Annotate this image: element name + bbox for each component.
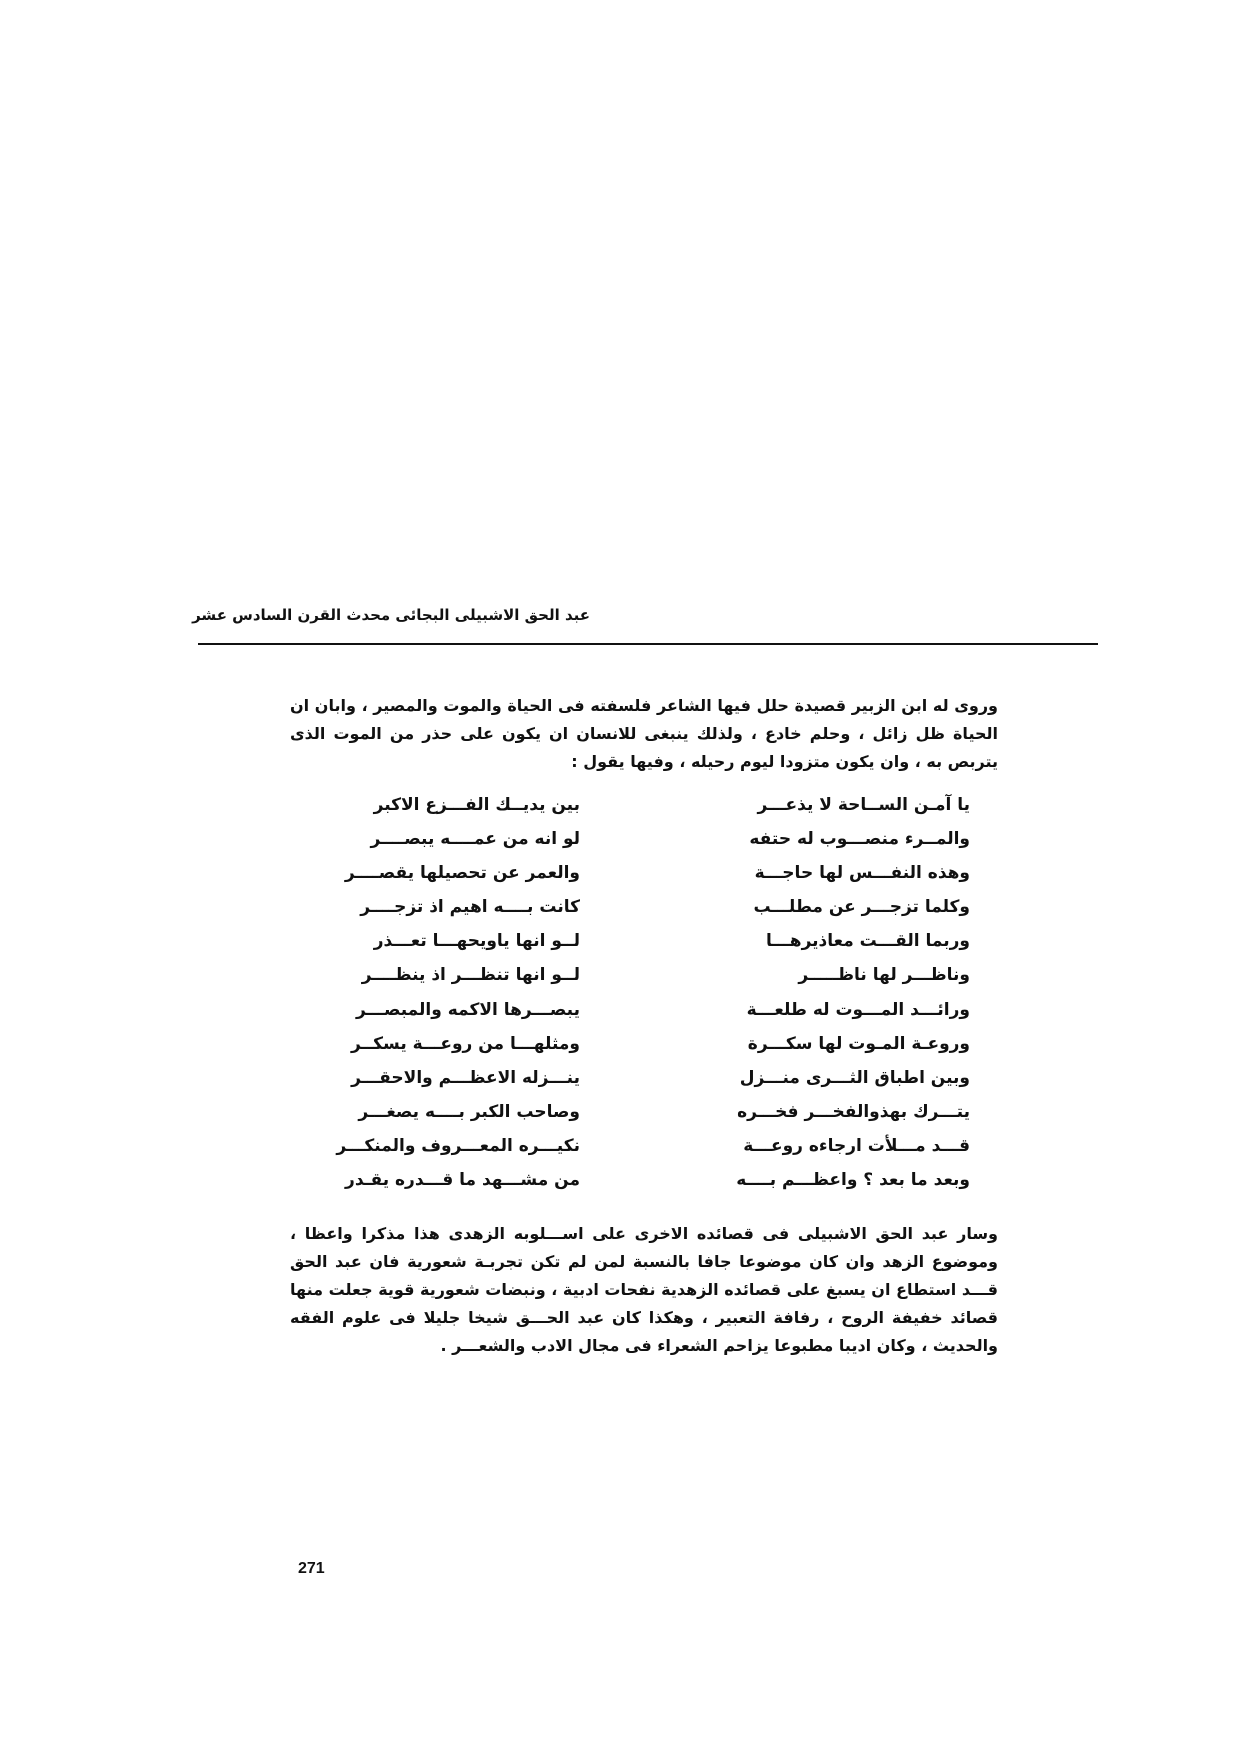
verse-first-hemistich: وروعـة المـوت لها سكـــرة bbox=[747, 1033, 970, 1054]
verse-second-hemistich: والعمر عن تحصيلها يقصــــر bbox=[344, 863, 580, 884]
verse-first-hemistich: يتـــرك بهذوالفخـــر فخـــره bbox=[737, 1101, 970, 1122]
verse-second-hemistich: ينـــزله الاعظـــم والاحقـــر bbox=[351, 1067, 580, 1088]
verse-second-hemistich: لــو انها ياويحهـــا تعـــذر bbox=[373, 931, 580, 952]
verse-second-hemistich: وصاحب الكبر بــــه يصغـــر bbox=[358, 1101, 580, 1122]
verse bbox=[330, 924, 970, 958]
verse-second-hemistich: ومثلهـــا من روعـــة يسكــر bbox=[350, 1033, 580, 1054]
verse-second-hemistich: كانت بــــه اهيم اذ تزجــــر bbox=[360, 897, 580, 918]
verse-first-hemistich: وبعد ما بعد ؟ واعظـــم بــــه bbox=[736, 1170, 970, 1191]
verse-first-hemistich: وبين اطباق الثـــرى منـــزل bbox=[739, 1067, 970, 1088]
verse-first-hemistich: يا آمـن الســاحة لا يذعـــر bbox=[757, 795, 970, 815]
verse bbox=[330, 993, 970, 1027]
running-header-title: عبد الحق الاشبيلى البجائى محدث القرن السادس عشر bbox=[192, 606, 590, 624]
verse bbox=[330, 958, 970, 992]
page-number: 271 bbox=[298, 1560, 325, 1577]
verse-second-hemistich: لو انه من عمــــه يبصــــر bbox=[370, 829, 580, 850]
poem bbox=[330, 788, 970, 1197]
verse-first-hemistich: قـــد مـــلأت ارجاءه روعـــة bbox=[743, 1135, 970, 1156]
verse bbox=[330, 1163, 970, 1197]
verse-second-hemistich: لــو انها تنظـــر اذ ينظــــر bbox=[361, 965, 580, 986]
intro-paragraph: وروى له ابن الزبير قصيدة حلل فيها الشاعر فلسفته فى الحياة والموت والمصير ، وابان ان الحياة ظل زائل ، وحلم خادع ، ولذلك ينبغى للانسان ان يكون على حذر من الموت الذى يتربص به ، وان يكون متزودا ليوم رحيله ، وفيها يقول : bbox=[290, 696, 998, 771]
verse-first-hemistich: وكلما تزجـــر عن مطلـــب bbox=[753, 897, 970, 918]
header-divider bbox=[198, 643, 1098, 645]
verse bbox=[330, 890, 970, 924]
verse bbox=[330, 856, 970, 890]
verse bbox=[330, 1061, 970, 1095]
verse-first-hemistich: والمــرء منصـــوب له حتفه bbox=[749, 829, 970, 850]
verse-second-hemistich: يبصـــرها الاكمه والمبصـــر bbox=[355, 999, 580, 1020]
verse bbox=[330, 1027, 970, 1061]
verse-first-hemistich: ورائـــد المـــوت له طلعـــة bbox=[746, 999, 970, 1020]
verse bbox=[330, 788, 970, 822]
verse-first-hemistich: وناظـــر لها ناظـــــر bbox=[798, 965, 970, 986]
verse-second-hemistich: نكيـــره المعـــروف والمنكـــر bbox=[336, 1135, 580, 1156]
verse-first-hemistich: وربما القـــت معاذيرهـــا bbox=[765, 931, 970, 952]
verse-first-hemistich: وهذه النفـــس لها حاجـــة bbox=[754, 863, 970, 884]
verse bbox=[330, 1129, 970, 1163]
verse-second-hemistich: بين يديــك الفـــزع الاكبر bbox=[373, 795, 580, 815]
verse-second-hemistich: من مشـــهد ما قـــدره يقـدر bbox=[345, 1170, 580, 1191]
closing-paragraph: وسار عبد الحق الاشبيلى فى قصائده الاخرى على اســـلوبه الزهدى هذا مذكرا واعظا ، وموضوع الزهد وان كان موضوعا جافا بالنسبة لمن لم تكن تجربـة شعورية فان عبد الحق قـــد استطاع ان يسبغ على قصائده الزهدية نفحات ادبية ، ونبضات شعورية قوية جعلت منها قصائد خفيفة الروح ، رفافة التعبير ، وهكذا كان عبد الحـــق شيخا جليلا فى علوم الفقه والحديث ، وكان اديبا مطبوعا يزاحم الشعراء فى مجال الادب والشعـــر . bbox=[290, 1224, 998, 1355]
verse bbox=[330, 1095, 970, 1129]
verse bbox=[330, 822, 970, 856]
